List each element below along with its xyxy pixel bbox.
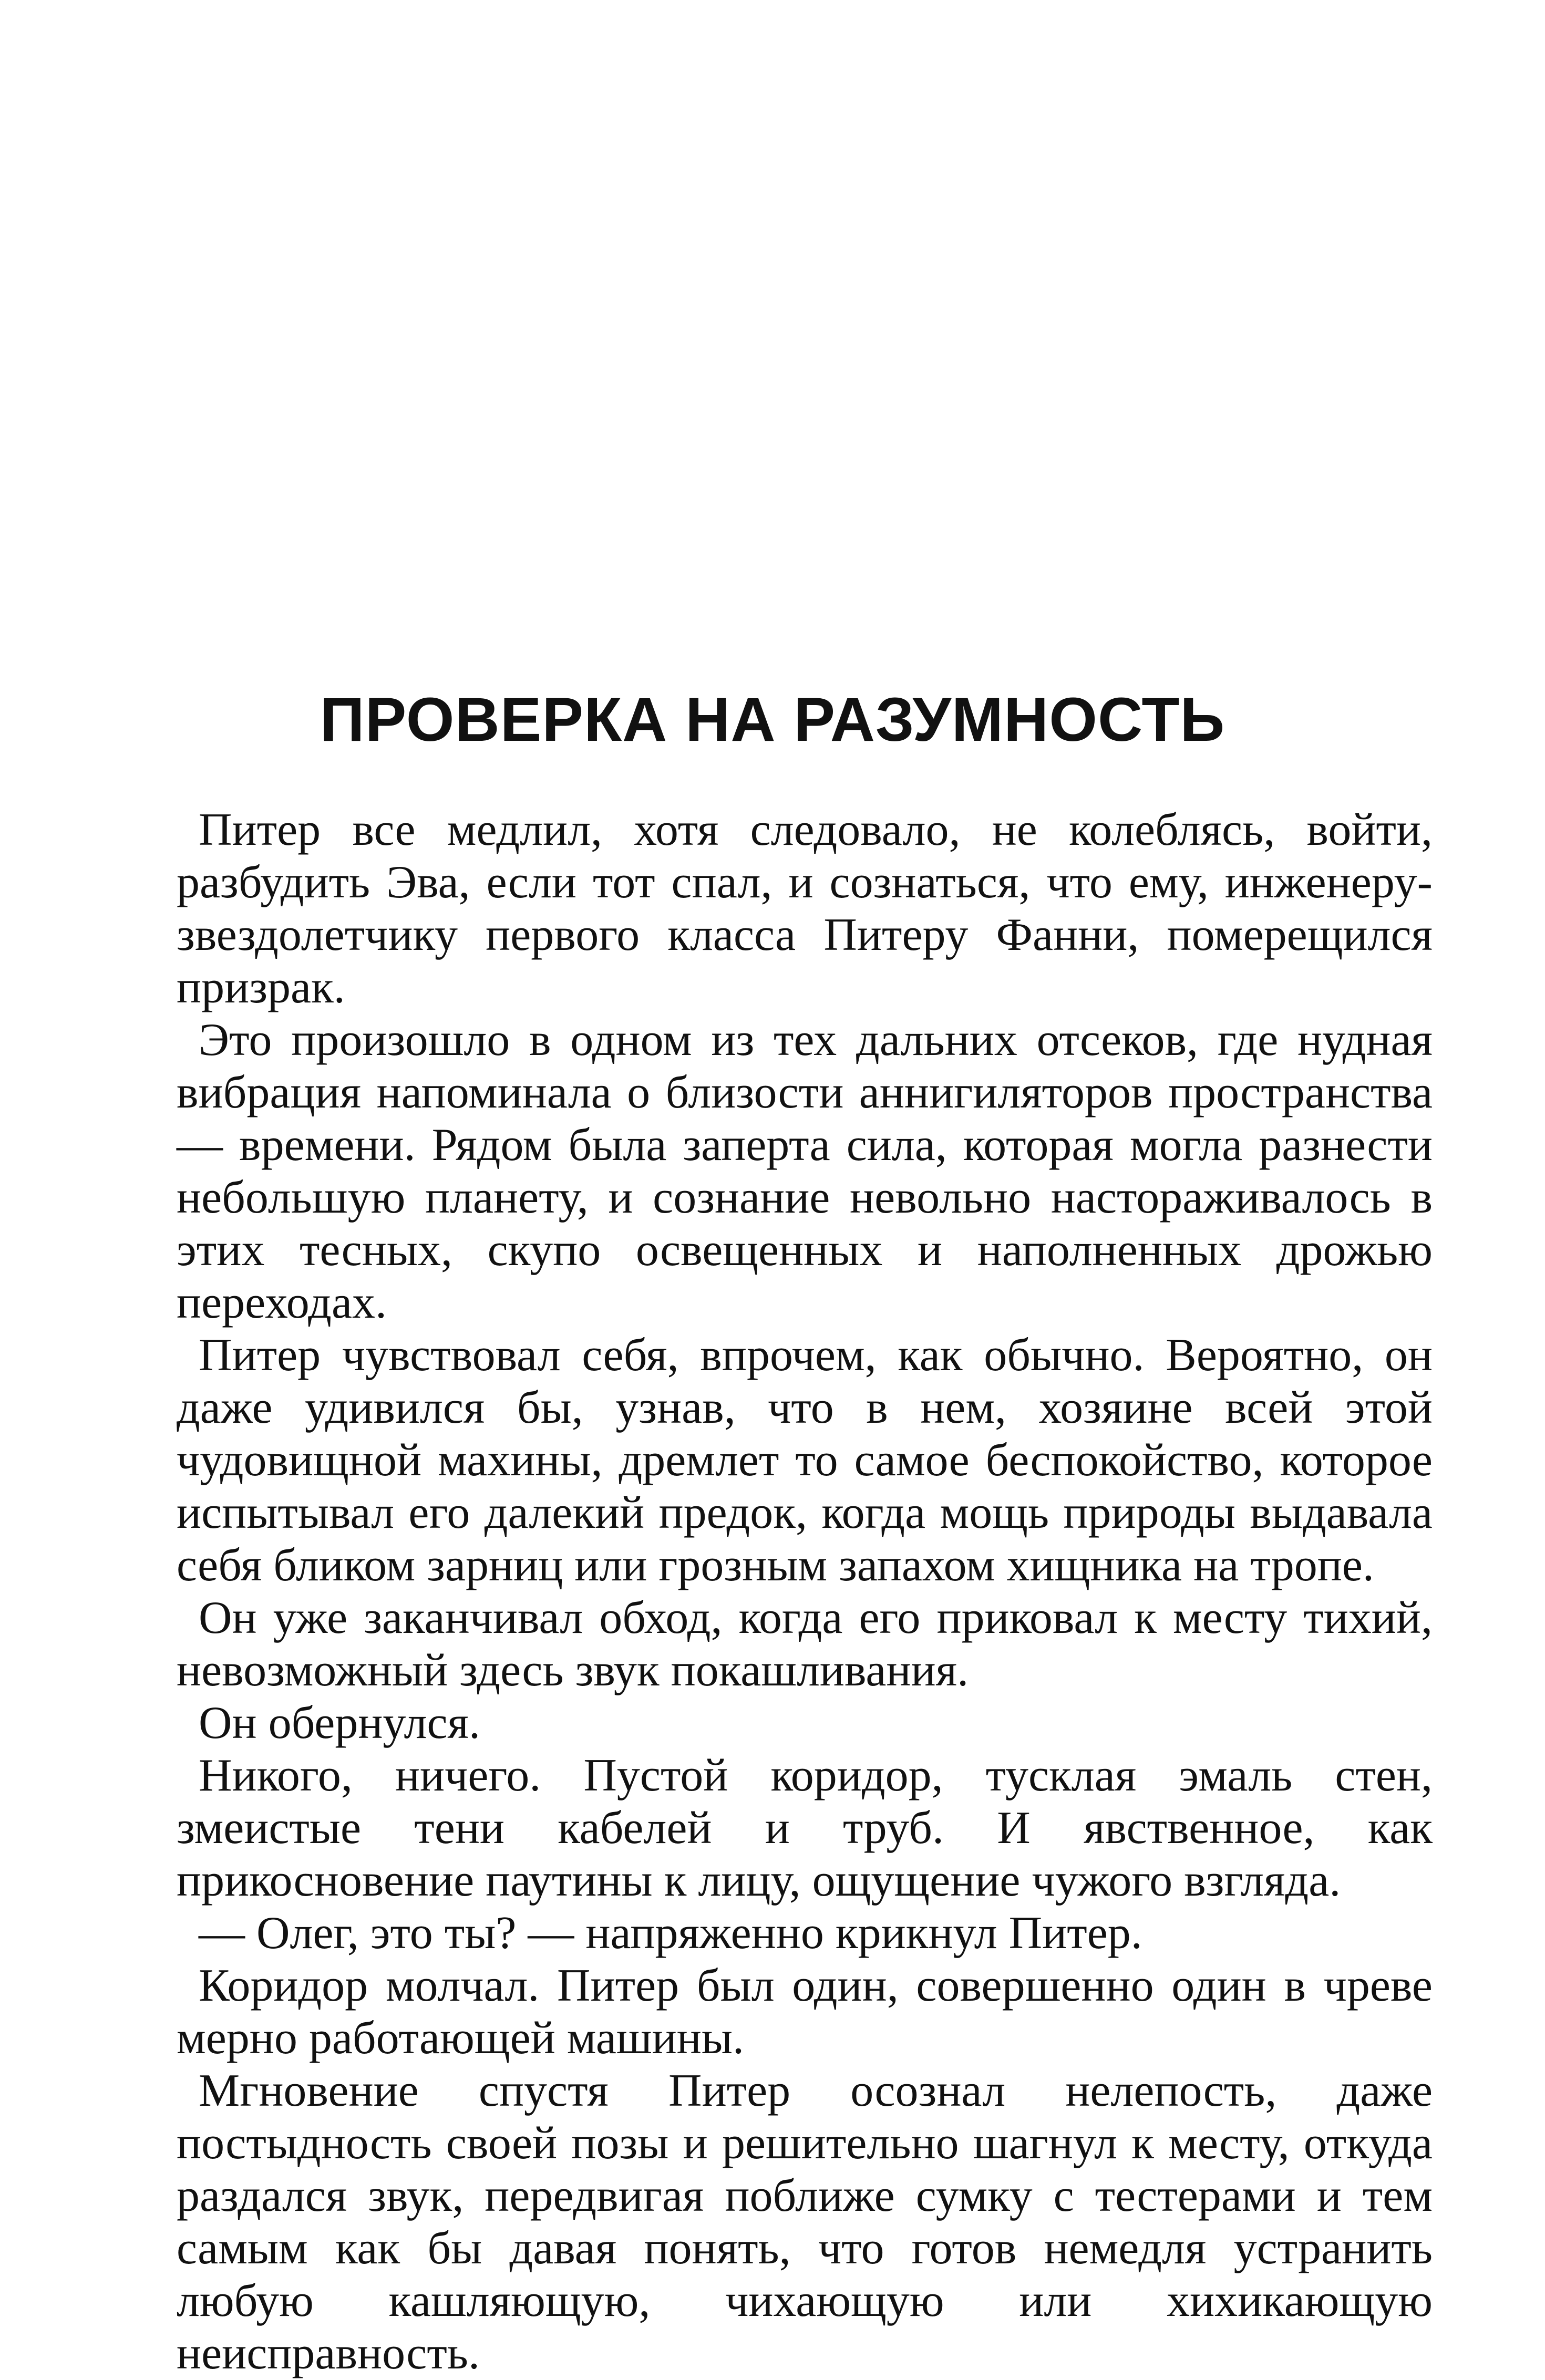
paragraph-5: Он обернулся. bbox=[199, 1698, 480, 1748]
paragraph-4: Он уже заканчивал обход, когда его приковал к месту тихий, невозможный здесь звук покашливания. bbox=[177, 1592, 1433, 1696]
paragraph-3: Питер чувствовал себя, впрочем, как обычно. Вероятно, он даже удивился бы, узнав, что в нем, хозяине всей этой чудовищной махины, дремлет то самое беспокойство, которое испытывал его далекий предок, когда мощь природы выдавала себя бликом зарниц или грозным запахом хищника на тропе. bbox=[177, 1330, 1433, 1591]
paragraph-8: Коридор молчал. Питер был один, совершенно один в чреве мерно работающей машины. bbox=[177, 1960, 1433, 2064]
chapter-body bbox=[177, 804, 1433, 2380]
paragraph-2: Это произошло в одном из тех дальних отсеков, где нудная вибрация напоминала о близости аннигиляторов пространства — времени. Рядом была заперта сила, которая могла разнести небольшую планету, и сознание невольно настораживалось в этих тесных, скупо освещенных и наполненных дрожью переходах. bbox=[177, 1015, 1433, 1328]
chapter-title: ПРОВЕРКА НА РАЗУМНОСТЬ bbox=[320, 685, 1225, 754]
paragraph-1: Питер все медлил, хотя следовало, не колеблясь, войти, разбудить Эва, если тот спал, и сознаться, что ему, инженеру-звездолетчику первого класса Питеру Фанни, померещился призрак. bbox=[177, 804, 1433, 1013]
paragraph-6: Никого, ничего. Пустой коридор, тусклая эмаль стен, змеистые тени кабелей и труб. И явственное, как прикосновение паутины к лицу, ощущение чужого взгляда. bbox=[177, 1750, 1433, 1906]
paragraph-9: Мгновение спустя Питер осознал нелепость, даже постыдность своей позы и решительно шагнул к месту, откуда раздался звук, передвигая поближе сумку с тестерами и тем самым как бы давая понять, что готов немедля устранить любую кашляющую, чихающую или хихикающую неисправность. bbox=[177, 2065, 1433, 2379]
paragraph-7: — Олег, это ты? — напряженно крикнул Питер. bbox=[199, 1908, 1142, 1959]
